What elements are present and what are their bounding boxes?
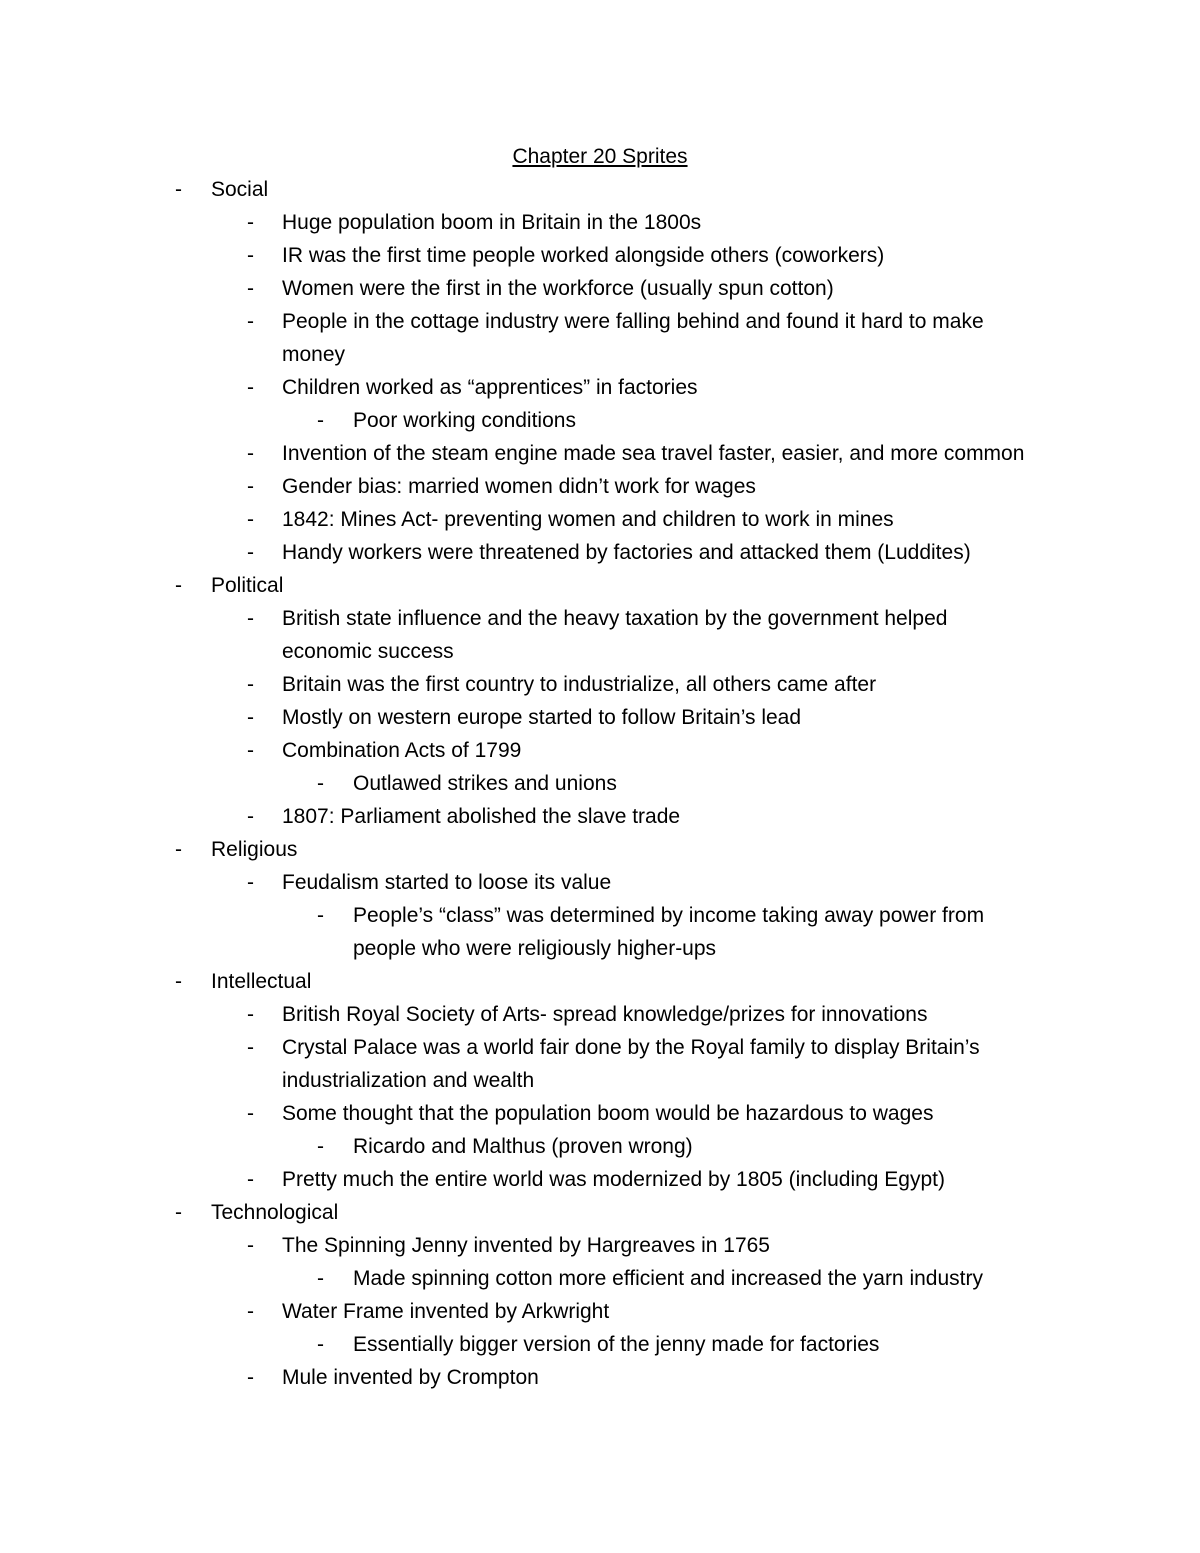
bullet-dash: - xyxy=(247,475,254,498)
bullet-dash: - xyxy=(247,673,254,696)
outline-item-text: The Spinning Jenny invented by Hargreaves in 1765 xyxy=(282,1234,770,1257)
bullet-dash: - xyxy=(317,1135,324,1158)
outline-item-level-2 xyxy=(0,800,1200,833)
outline-item-text: Invention of the steam engine made sea travel faster, easier, and more common xyxy=(282,442,1025,465)
bullet-dash: - xyxy=(247,1300,254,1323)
outline-item-text: Outlawed strikes and unions xyxy=(353,772,617,795)
outline-item-text: Political xyxy=(211,574,284,597)
outline-item-text: IR was the first time people worked alongside others (coworkers) xyxy=(282,244,885,267)
outline-item-text: Handy workers were threatened by factories and attacked them (Luddites) xyxy=(282,541,971,564)
bullet-dash: - xyxy=(317,1333,324,1356)
outline-item-text: Intellectual xyxy=(211,970,312,993)
outline-item-text: Social xyxy=(211,178,269,201)
outline-item-text: Pretty much the entire world was modernized by 1805 (including Egypt) xyxy=(282,1168,945,1191)
outline-item-level-2 xyxy=(0,239,1200,272)
outline-item-level-2 xyxy=(0,206,1200,239)
bullet-dash: - xyxy=(247,1366,254,1389)
outline-item-text: British Royal Society of Arts- spread knowledge/prizes for innovations xyxy=(282,1003,928,1026)
outline-item-level-2 xyxy=(0,701,1200,734)
outline-item-level-2 xyxy=(0,1295,1200,1328)
outline-item-level-2 xyxy=(0,437,1200,470)
bullet-dash: - xyxy=(247,739,254,762)
outline-item-level-2 xyxy=(0,1097,1200,1130)
outline-item-text: industrialization and wealth xyxy=(282,1069,535,1092)
bullet-dash: - xyxy=(247,310,254,333)
outline-item-level-2 xyxy=(0,1361,1200,1394)
outline-item-text: People in the cottage industry were falling behind and found it hard to make xyxy=(282,310,984,333)
bullet-dash: - xyxy=(247,706,254,729)
outline-item-text: Gender bias: married women didn’t work for wages xyxy=(282,475,756,498)
outline-item-level-3 xyxy=(0,1262,1200,1295)
outline-item-level-2 xyxy=(0,1229,1200,1262)
page-title: Chapter 20 Sprites xyxy=(512,145,688,168)
bullet-dash: - xyxy=(317,1267,324,1290)
outline-item-level-2 xyxy=(0,1163,1200,1196)
outline-item-text: Women were the first in the workforce (usually spun cotton) xyxy=(282,277,834,300)
outline-item-level-2 xyxy=(0,602,1200,635)
outline-item-text: Essentially bigger version of the jenny made for factories xyxy=(353,1333,880,1356)
outline-item-text: 1842: Mines Act- preventing women and children to work in mines xyxy=(282,508,894,531)
outline-item-level-2 xyxy=(0,470,1200,503)
outline-item-level-2 xyxy=(0,305,1200,338)
outline-item-level-3 xyxy=(0,767,1200,800)
outline-continuation-line xyxy=(0,635,1200,668)
outline-item-text: Huge population boom in Britain in the 1800s xyxy=(282,211,702,234)
bullet-dash: - xyxy=(247,1036,254,1059)
bullet-dash: - xyxy=(247,508,254,531)
bullet-dash: - xyxy=(247,1003,254,1026)
outline-item-text: Britain was the first country to industrialize, all others came after xyxy=(282,673,877,696)
outline-item-text: people who were religiously higher-ups xyxy=(353,937,717,960)
outline-item-text: British state influence and the heavy taxation by the government helped xyxy=(282,607,948,630)
bullet-dash: - xyxy=(247,277,254,300)
outline-item-level-3 xyxy=(0,404,1200,437)
outline-item-text: Mule invented by Crompton xyxy=(282,1366,539,1389)
bullet-dash: - xyxy=(175,970,182,993)
bullet-dash: - xyxy=(175,574,182,597)
outline-item-text: economic success xyxy=(282,640,454,663)
bullet-dash: - xyxy=(247,1168,254,1191)
outline-item-text: Poor working conditions xyxy=(353,409,576,432)
outline-item-level-3 xyxy=(0,899,1200,932)
outline-item-level-2 xyxy=(0,866,1200,899)
outline-item-text: Children worked as “apprentices” in factories xyxy=(282,376,698,399)
outline-item-text: Combination Acts of 1799 xyxy=(282,739,522,762)
outline-item-text: Some thought that the population boom would be hazardous to wages xyxy=(282,1102,934,1125)
outline-item-level-1 xyxy=(0,965,1200,998)
outline-item-level-2 xyxy=(0,998,1200,1031)
outline-item-text: Religious xyxy=(211,838,298,861)
bullet-dash: - xyxy=(247,211,254,234)
notes-outline xyxy=(0,173,1200,1394)
outline-item-text: Feudalism started to loose its value xyxy=(282,871,612,894)
outline-item-text: People’s “class” was determined by income taking away power from xyxy=(353,904,985,927)
outline-continuation-line xyxy=(0,932,1200,965)
outline-item-text: Made spinning cotton more efficient and increased the yarn industry xyxy=(353,1267,983,1290)
outline-item-level-1 xyxy=(0,1196,1200,1229)
outline-item-text: Crystal Palace was a world fair done by the Royal family to display Britain’s xyxy=(282,1036,980,1059)
bullet-dash: - xyxy=(247,1102,254,1125)
bullet-dash: - xyxy=(247,805,254,828)
outline-item-text: money xyxy=(282,343,346,366)
outline-item-text: 1807: Parliament abolished the slave trade xyxy=(282,805,681,828)
outline-item-level-2 xyxy=(0,503,1200,536)
outline-item-level-2 xyxy=(0,734,1200,767)
outline-item-text: Technological xyxy=(211,1201,339,1224)
bullet-dash: - xyxy=(247,1234,254,1257)
bullet-dash: - xyxy=(175,178,182,201)
bullet-dash: - xyxy=(247,244,254,267)
outline-item-level-2 xyxy=(0,1031,1200,1064)
outline-item-level-2 xyxy=(0,536,1200,569)
bullet-dash: - xyxy=(317,772,324,795)
outline-item-level-2 xyxy=(0,272,1200,305)
bullet-dash: - xyxy=(247,442,254,465)
outline-item-level-1 xyxy=(0,173,1200,206)
outline-continuation-line xyxy=(0,338,1200,371)
bullet-dash: - xyxy=(247,376,254,399)
outline-item-text: Mostly on western europe started to follow Britain’s lead xyxy=(282,706,802,729)
bullet-dash: - xyxy=(317,409,324,432)
bullet-dash: - xyxy=(247,871,254,894)
bullet-dash: - xyxy=(175,838,182,861)
bullet-dash: - xyxy=(247,541,254,564)
bullet-dash: - xyxy=(247,607,254,630)
bullet-dash: - xyxy=(175,1201,182,1224)
outline-item-level-3 xyxy=(0,1328,1200,1361)
outline-item-level-2 xyxy=(0,668,1200,701)
outline-item-level-3 xyxy=(0,1130,1200,1163)
outline-item-text: Water Frame invented by Arkwright xyxy=(282,1300,610,1323)
outline-item-level-2 xyxy=(0,371,1200,404)
outline-continuation-line xyxy=(0,1064,1200,1097)
outline-item-level-1 xyxy=(0,833,1200,866)
outline-item-level-1 xyxy=(0,569,1200,602)
outline-item-text: Ricardo and Malthus (proven wrong) xyxy=(353,1135,693,1158)
bullet-dash: - xyxy=(317,904,324,927)
